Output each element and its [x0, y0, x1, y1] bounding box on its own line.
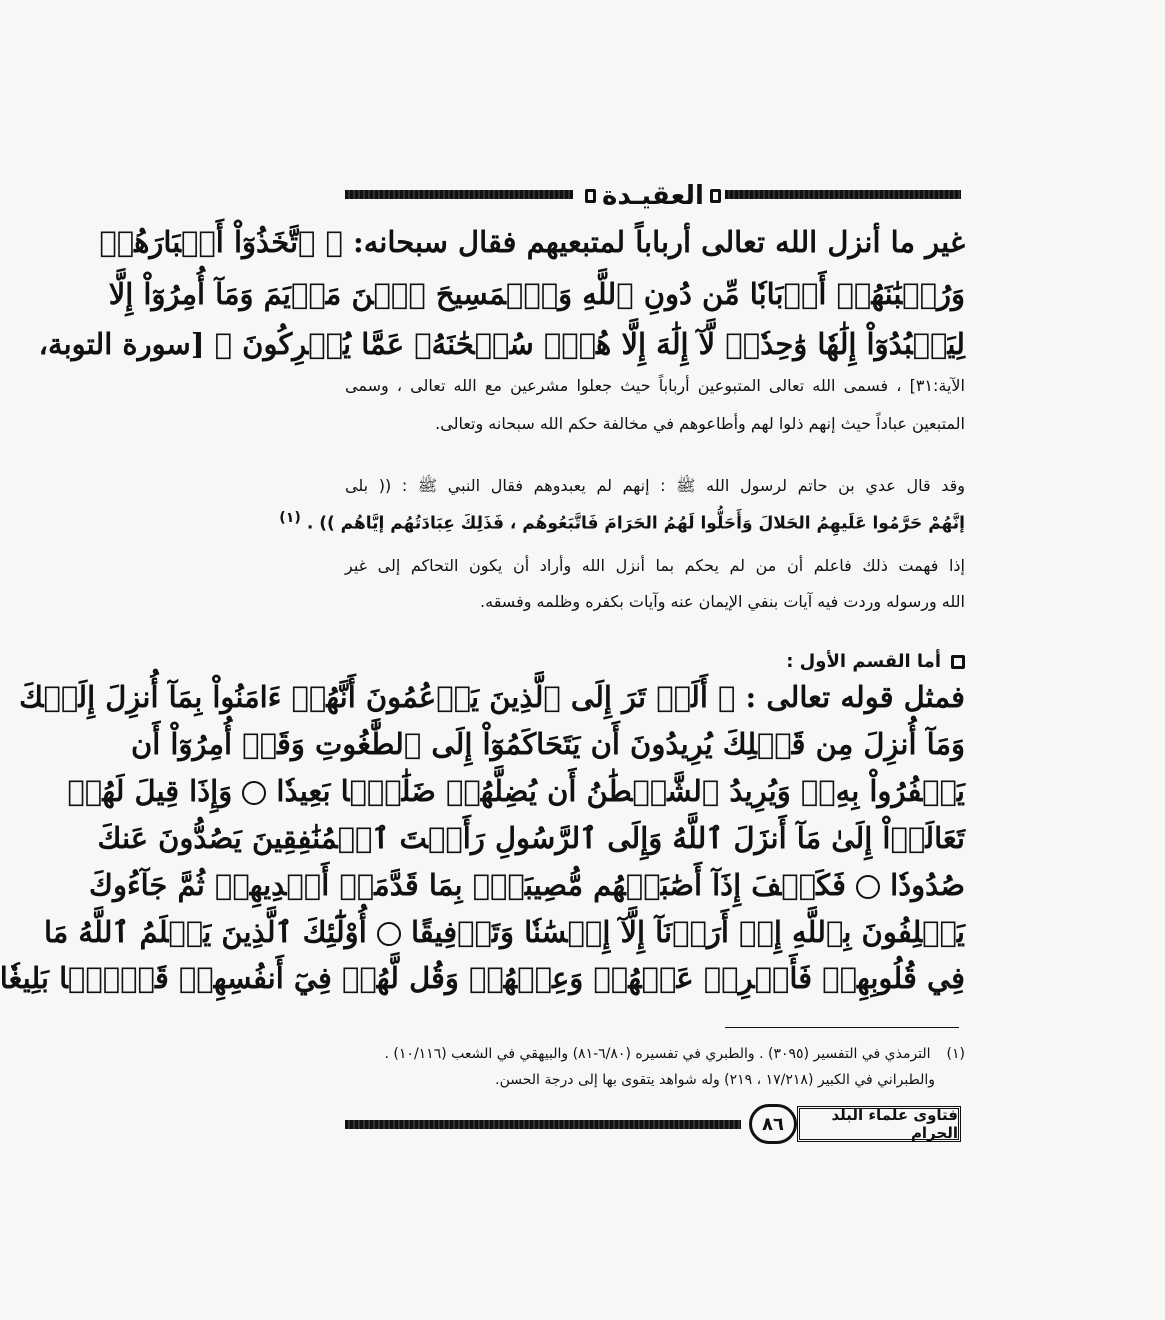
footnote-reference: (١) [279, 510, 301, 526]
square-bullet-icon [951, 655, 965, 669]
paragraph2-line2 [279, 510, 965, 534]
paragraph1-line3: لِيَعۡبُدُوٓاْ إِلَٰهٗا وَٰحِدٗاۖ لَّآ إِلَٰهَ إِلَّا هُوَۚ سُبۡحَٰنَهُۥ عَمَّا يُشۡرِكُونَ ﴾ [سورة التوبة، [38, 327, 965, 361]
footnote-text: الترمذي في التفسير (٣٠٩٥) . والطبري في تفسيره (٦/٨٠-٨١) والبيهقي في الشعب (١٠/١١٦) . [384, 1046, 931, 1062]
ayah-text: يَحۡلِفُونَ بِٱللَّهِ إِنۡ أَرَدۡنَآ إِلَّآ إِحۡسَٰنٗا وَتَوۡفِيقًا [410, 915, 965, 949]
ayah-text: وَإِذَا قِيلَ لَهُمۡ [67, 774, 233, 808]
book-title: فتاوى علماء البلد الحرام [797, 1106, 961, 1142]
ayah-text: أُوْلَٰٓئِكَ ٱلَّذِينَ يَعۡلَمُ ٱللَّهُ مَا [43, 915, 367, 949]
footnote-number: (١) [946, 1046, 965, 1062]
paragraph3-line7: فِي قُلُوبِهِمۡ فَأَعۡرِضۡ عَنۡهُمۡ وَعِظۡهُمۡ وَقُل لَّهُمۡ فِيٓ أَنفُسِهِمۡ قَوۡلَۢا بَلِيغٗا [0, 961, 965, 995]
header-title-box [585, 178, 721, 214]
chapter-title: العقيـدة [602, 181, 704, 211]
paragraph3-line4: تَعَالَوۡاْ إِلَىٰ مَآ أَنزَلَ ٱللَّهُ وَإِلَى ٱلرَّسُولِ رَأَيۡتَ ٱلۡمُنَٰفِقِينَ يَصُدُّونَ عَنكَ [97, 821, 965, 855]
paragraph2-line3: إذا فهمت ذلك فاعلم أن من لم يحكم بما أنزل الله وأراد أن يكون التحاكم إلى غير [345, 556, 965, 575]
paragraph2-line1: وقد قال عدي بن حاتم لرسول الله ﷺ : إنهم لم يعبدوهم فقال النبي ﷺ : (( بلى [345, 476, 965, 495]
ayah-end-marker-icon [856, 875, 880, 899]
paragraph1-line4: الآية:٣١] ، فسمى الله تعالى المتبوعين أرباباً حيث جعلوا مشرعين مع الله تعالى ، وسمى [345, 376, 965, 395]
paragraph3-line5 [89, 868, 965, 902]
paragraph1-line1: غير ما أنزل الله تعالى أرباباً لمتبعيهم فقال سبحانه: ﴿ ٱتَّخَذُوٓاْ أَحۡبَارَهُمۡ [99, 225, 965, 259]
paragraph3-line2: وَمَآ أُنزِلَ مِن قَبۡلِكَ يُرِيدُونَ أَن يَتَحَاكَمُوٓاْ إِلَى ٱلطَّٰغُوتِ وَقَدۡ أُمِرُوٓاْ أَن [130, 727, 965, 761]
paragraph3-line6 [43, 915, 965, 949]
footer-rule [345, 1120, 741, 1129]
paragraph3-line1: فمثل قوله تعالى : ﴿ أَلَمۡ تَرَ إِلَى ٱلَّذِينَ يَزۡعُمُونَ أَنَّهُمۡ ءَامَنُواْ بِمَآ أُنزِلَ إِلَيۡكَ [19, 680, 965, 714]
ayah-end-marker-icon [242, 781, 266, 805]
page-footer [345, 1104, 961, 1146]
paragraph1-line5: المتبعين عباداً حيث إنهم ذلوا لهم وأطاعوهم في مخالفة حكم الله سبحانه وتعالى. [435, 414, 965, 433]
paragraph3-line3 [67, 774, 965, 808]
square-ornament-icon [585, 189, 596, 203]
square-ornament-icon [710, 189, 721, 203]
page-number: ٨٦ [749, 1104, 797, 1144]
ayah-text: يَكۡفُرُواْ بِهِۦۖ وَيُرِيدُ ٱلشَّيۡطَٰنُ أَن يُضِلَّهُمۡ ضَلَٰلَۢا بَعِيدٗا [276, 774, 965, 808]
hadith-text: إنَّهُمْ حَرَّمُوا عَلَيهِمُ الحَلالَ وَأَحَلُّوا لَهُمُ الحَرَامَ فَاتَّبَعُوهُم ، فَذَلِكَ عِبَادَتُهُم إيَّاهُم )) . [306, 513, 965, 534]
footnote-line1 [345, 1046, 965, 1062]
paragraph1-line2: وَرُهۡبَٰنَهُمۡ أَرۡبَابٗا مِّن دُونِ ٱللَّهِ وَٱلۡمَسِيحَ ٱبۡنَ مَرۡيَمَ وَمَآ أُمِرُوٓاْ إِلَّا [108, 277, 965, 311]
footnote-separator [725, 1027, 959, 1028]
footnote-line2: والطبراني في الكبير (١٧/٢١٨ ، ٢١٩) وله شواهد يتقوى بها إلى درجة الحسن. [495, 1072, 935, 1088]
paragraph2-line4: الله ورسوله وردت فيه آيات بنفي الإيمان عنه وآيات بكفره وظلمه وفسقه. [480, 592, 965, 611]
section-heading [786, 651, 965, 672]
section-heading-text: أما القسم الأول : [786, 651, 941, 672]
ayah-text: صُدُودٗا [890, 868, 965, 902]
header-rule-left [345, 190, 573, 199]
ayah-text: فَكَيۡفَ إِذَآ أَصَٰبَتۡهُم مُّصِيبَةُۢ بِمَا قَدَّمَتۡ أَيۡدِيهِمۡ ثُمَّ جَآءُوكَ [89, 868, 846, 902]
page-header [345, 178, 961, 214]
ayah-end-marker-icon [377, 922, 401, 946]
header-rule-right [725, 190, 961, 199]
